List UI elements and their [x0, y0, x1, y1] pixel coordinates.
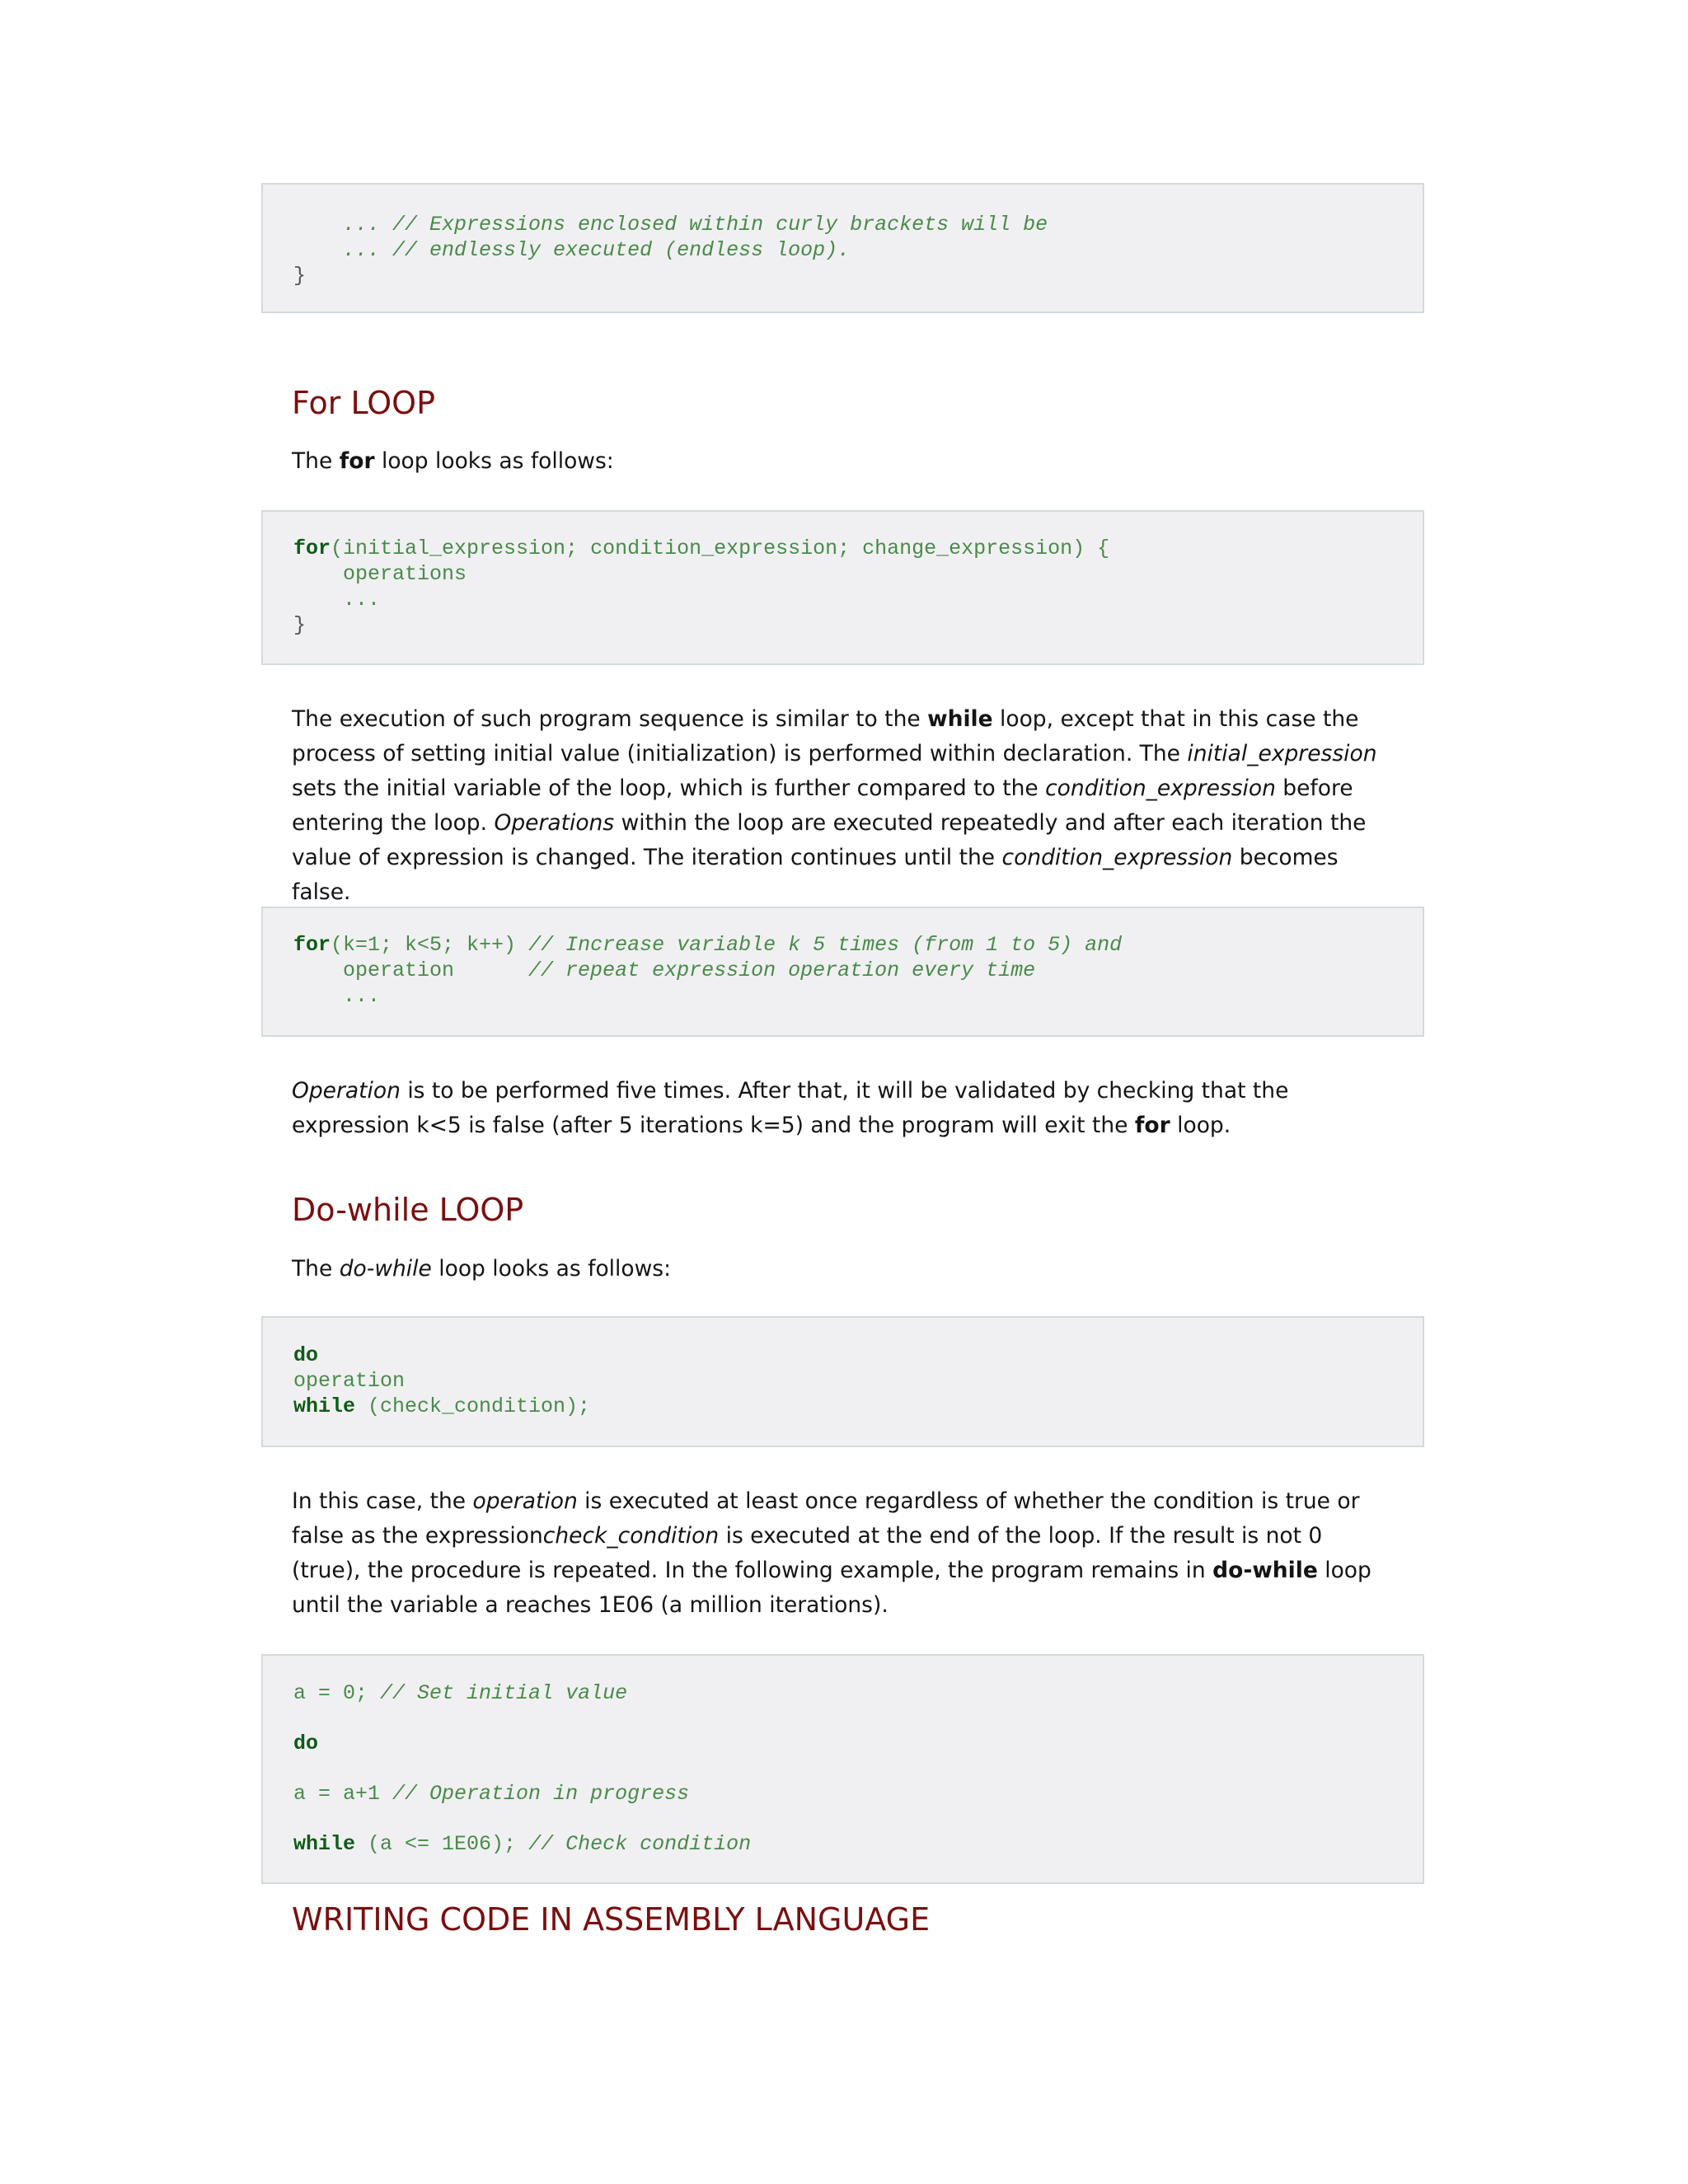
code-block-for-example [261, 907, 1424, 1037]
assembly-heading: WRITING CODE IN ASSEMBLY LANGUAGE [292, 1901, 931, 1938]
code-block-endless-loop [261, 183, 1424, 313]
code-line: for(k=1; k<5; k++) // Increase variable k 5 times (from 1 to 5) and [293, 933, 1123, 957]
code-line: for(initial_expression; condition_expression; change_expression) { [293, 537, 1110, 560]
code-line: } [293, 264, 307, 288]
code-line: ... [293, 984, 381, 1008]
code-line: a = a+1 // Operation in progress [293, 1782, 690, 1806]
code-block-do-while-example [261, 1654, 1424, 1884]
code-line: } [293, 613, 307, 637]
code-line: while (a <= 1E06); // Check condition [293, 1832, 752, 1856]
code-line: ... [293, 588, 381, 612]
for-example-description: Operation is to be performed five times. After that, it will be validated by checking that the expression k<5 is false (after 5 iterations k=5) and the program will exit the for loop. [292, 1078, 1289, 1138]
for-loop-heading: For LOOP [292, 385, 436, 421]
code-line: operation [293, 1369, 406, 1393]
code-line: ... // Expressions enclosed within curly brackets will be [293, 213, 1048, 237]
do-while-intro: The do-while loop looks as follows: [292, 1256, 672, 1282]
code-block-for-syntax [261, 510, 1424, 665]
code-line: do [293, 1343, 319, 1367]
code-line: while (check_condition); [293, 1394, 591, 1418]
code-line: a = 0; // Set initial value [293, 1681, 628, 1705]
code-line: do [293, 1732, 319, 1755]
code-line: ... // endlessly executed (endless loop). [293, 238, 851, 262]
code-line: operations [293, 562, 467, 586]
code-line: operation // repeat expression operation every time [293, 958, 1036, 982]
code-block-do-while-syntax [261, 1316, 1424, 1447]
for-loop-intro: The for loop looks as follows: [292, 448, 614, 474]
do-while-description: In this case, the operation is executed at least once regardless of whether the condition is true or false as the expressioncheck_condition is executed at the end of the loop. If the result is not 0 (true), the procedure is repeated. In the following example, the program remains in do-while loop until the variable a reaches 1E06 (a million iterations). [292, 1488, 1372, 1618]
for-loop-description: The execution of such program sequence is similar to the while loop, except that in this case the process of setting initial value (initialization) is performed within declaration. The initial_expression sets the initial variable of the loop, which is further compared to the condition_expression before entering the loop. Operations within the loop are executed repeatedly and after each iteration the value of expression is changed. The iteration continues until the condition_expression becomes false. [292, 706, 1377, 905]
do-while-heading: Do-while LOOP [292, 1192, 524, 1228]
